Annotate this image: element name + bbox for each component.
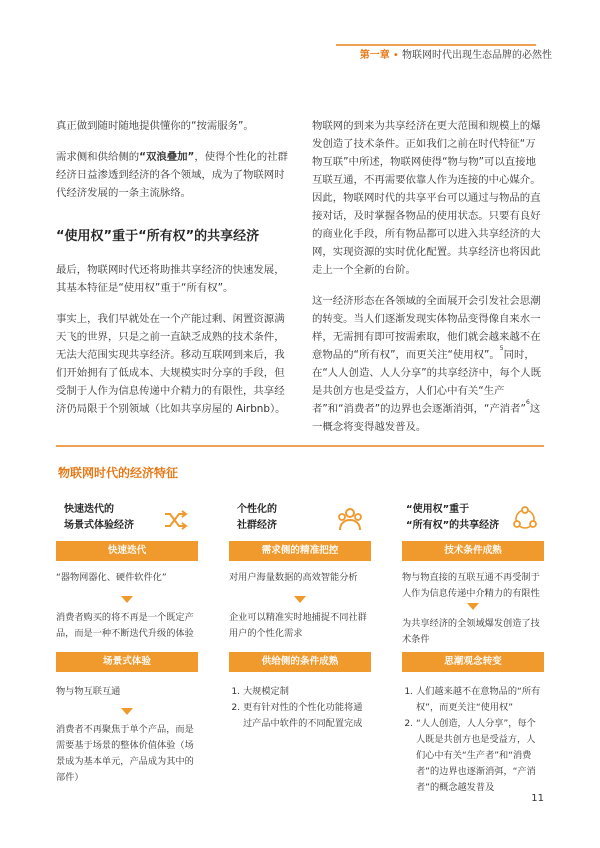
paragraph: 真正做到随时随地提供懂你的“按需服务”。 — [56, 120, 254, 132]
paragraph: 事实上，我们早就处在一个产能过剩、闲置资源满天飞的世界，只是之前一直缺乏成熟的技术条件，无法大范围实现共享经济。移动互联网到来后，我们开始拥有了低成本、大规模实时分享的手段，但受制于人作为信息传递中介精力的有限性，共享经济仍局限于个别领域（比如共享房屋的 Airbnb）。 — [56, 313, 286, 415]
card-list — [402, 684, 544, 796]
card-text: 对用户海量数据的高效智能分析 — [229, 572, 358, 583]
section-divider — [56, 445, 544, 447]
chapter-label: 第一章 — [359, 50, 390, 61]
card-bar: 快速迭代 — [56, 541, 198, 561]
paragraph — [312, 292, 545, 436]
card-text: 消费者不再聚焦于单个产品，而是需要基于场景的整体价值体验（场景成为基本单元，产品成为其中的部件） — [56, 724, 194, 783]
arrow-down-icon — [294, 596, 306, 603]
arrow-down-icon — [467, 603, 479, 610]
card-title-line: “使用权”重于 — [406, 504, 470, 515]
paragraph: 物联网的到来为共享经济在更大范围和规模上的爆发创造了技术条件。正如我们之前在时代特征“万物互联”中所述，物联网使得“物与物”可以直接地互联互通，不再需要依靠人作为连接的中心媒介。因此，物联网时代的共享平台可以通过与物品的直接对话，及时掌握各物品的使用状态。只要有良好的商业化手段，所有物品都可以进入共享经济的大网，实现资源的实时优化配置。共享经济也将因此走上一个全新的台阶。 — [312, 120, 541, 276]
shuffle-icon — [164, 510, 188, 530]
card-title-line: 个性化的 — [237, 504, 277, 515]
card-title — [406, 502, 499, 534]
section-heading: “使用权”重于“所有权”的共享经济 — [56, 229, 260, 244]
section-title: 物联网时代的经济特征 — [58, 466, 179, 480]
card-text: 物与物互联互通 — [56, 686, 121, 697]
card-text: 消费者购买的将不再是一个既定产品，而是一种不断迭代升级的体验 — [56, 612, 194, 639]
list-item: 2. “人人创造，人人分享”，每个人既是共创方也是受益方，人们心中有关“生产者”和“消费者”的边界也逐渐消弭，“产消者”的概念越发普及 — [416, 716, 544, 796]
card-list-wrap — [229, 684, 371, 732]
text-run: 需求侧和供给侧的 — [56, 151, 140, 163]
chapter-title: 物联网时代出现生态品牌的必然性 — [402, 50, 552, 61]
arrow-down-icon — [121, 708, 133, 715]
card-title-line: 场景式体验经济 — [64, 520, 134, 531]
text-run: ，使得个性化的社群经济日益渗透到经济的各个领域，成为了物联网时代经济发展的一条主流脉络。 — [56, 151, 288, 199]
list-item: 2. 更有针对性的个性化功能将通过产品中软件的不同配置完成 — [243, 700, 371, 732]
paragraph: 最后，物联网时代还将助推共享经济的快速发展，其基本特征是“使用权”重于“所有权”。 — [56, 264, 285, 294]
header-separator: • — [392, 50, 399, 61]
left-column — [56, 117, 292, 431]
card-title — [237, 502, 277, 534]
community-icon — [337, 506, 363, 532]
card-text: “器物网器化、硬件软件化” — [56, 572, 167, 583]
card-title-line: 社群经济 — [237, 520, 277, 531]
card-text: 企业可以精准实时地捕捉不同社群用户的个性化需求 — [229, 612, 367, 639]
card-bar: 场景式体验 — [56, 652, 198, 672]
right-column — [312, 117, 545, 449]
arrow-down-icon — [121, 596, 133, 603]
footnote-ref[interactable]: 6 — [525, 399, 530, 406]
cycle-icon — [512, 506, 538, 532]
card-title-line: “所有权”的共享经济 — [406, 520, 500, 531]
card-list-wrap — [402, 684, 544, 796]
paragraph — [56, 148, 292, 202]
card-text: 为共享经济的全领域爆发创造了技术条件 — [402, 618, 540, 645]
text-run: 这一概念将变得越发普及。 — [312, 403, 541, 433]
footnote-ref[interactable]: 5 — [499, 345, 504, 352]
page-number: 11 — [531, 793, 544, 804]
card-bar: 技术条件成熟 — [402, 541, 544, 561]
list-item: 1. 大规模定制 — [243, 684, 371, 700]
card-title-line: 快速迭代的 — [64, 504, 114, 515]
card-text: 物与物直接的互联互通不再受制于人作为信息传递中介精力的有限性 — [402, 572, 540, 599]
card-title — [64, 502, 134, 534]
emphasis-text: “双浪叠加” — [139, 151, 195, 163]
list-item: 1. 人们越来越不在意物品的“所有权”，而更关注“使用权” — [416, 684, 544, 716]
card-list — [229, 684, 371, 732]
card-bar: 需求侧的精准把控 — [229, 541, 371, 561]
running-header — [360, 46, 552, 61]
card-bar: 供给侧的条件成熟 — [229, 652, 371, 672]
page-header — [0, 0, 600, 66]
card-bar: 思潮观念转变 — [402, 652, 544, 672]
text-run: 同时，在“人人创造、人人分享”的共享经济中，每个人既是共创方也是受益方，人们心中有关“生产者”和“消费者”的边界也会逐渐消弭，“产消者” — [312, 349, 541, 415]
text-run: 这一经济形态在各领域的全面展开会引发社会思潮的转变。当人们逐渐发现实体物品变得像自来水一样，无需拥有即可按需索取，他们就会越来越不在意物品的“所有权”，而更关注“使用权”。 — [312, 295, 541, 361]
